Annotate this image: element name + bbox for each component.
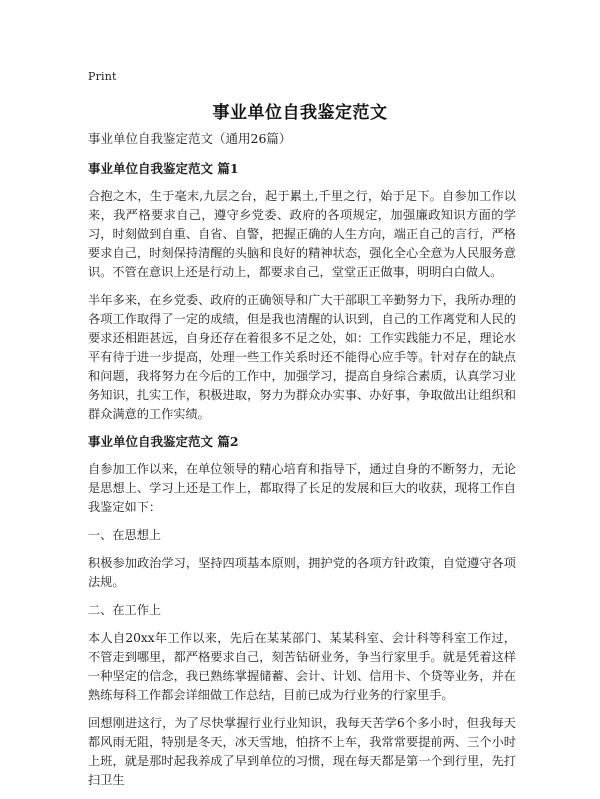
paragraph: 合抱之木，生于毫末,九层之台，起于累土,千里之行，始于足下。自参加工作以来，我严格要求自己，遵守乡党委、政府的各项规定，加强廉政知识方面的学习，时刻做到自重、自省、自警，把握正确的人生方向，端正自己的言行，严格要求自己，时刻保持清醒的头脑和良好的精神状态，强化全心全意为人民服务意识。不管在意识上还是行动上，都要求自己，堂堂正正做事，明明白白做人。 (88, 189, 516, 279)
paragraph: 积极参加政治学习，坚持四项基本原则，拥护党的各项方针政策，自觉遵守各项法规。 (88, 556, 516, 589)
section-1 (88, 160, 516, 424)
section-heading: 事业单位自我鉴定范文 篇2 (88, 434, 239, 449)
section-2 (88, 433, 516, 790)
paragraph: 本人自20xx年工作以来，先后在某某部门、某某科室、会计科等科室工作过，不管走到哪里，都严格要求自己，刻苦钻研业务，争当行家里手。就是凭着这样一种坚定的信念，我已熟练掌握储蓄、会计、计划、信用卡、个贷等业务，并在熟练每科工作都会详细做工作总结，目前已成为行业务的行家里手。 (88, 631, 516, 702)
document-subtitle: 事业单位自我鉴定范文（通用26篇） (88, 131, 292, 146)
paragraph: 半年多来，在乡党委、政府的正确领导和广大干部职工辛勤努力下，我所办理的各项工作取得了一定的成绩，但是我也清醒的认识到，自己的工作离党和人民的要求还相距甚远，自身还存在着很多不足之处，如：工作实践能力不足，理论水平有待于进一步提高，处理一些工作关系时还不能得心应手等。针对存在的缺点和问题，我将努力在今后的工作中，加强学习，提高自身综合素质，认真学习业务知识，扎实工作，积极进取，努力为群众办实事、办好事，争取做出让组织和群众满意的工作实绩。 (88, 293, 516, 421)
section-heading: 事业单位自我鉴定范文 篇1 (88, 161, 239, 176)
paragraph: 自参加工作以来，在单位领导的精心培育和指导下，通过自身的不断努力，无论是思想上、学习上还是工作上，都取得了长足的发展和巨大的收获，现将工作自我鉴定如下： (88, 462, 516, 514)
subsection-heading: 二、在工作上 (88, 603, 162, 617)
print-label[interactable]: Print (88, 70, 117, 83)
subsection-heading: 一、在思想上 (88, 528, 162, 542)
paragraph: 回想刚进这行，为了尽快掌握行业行业知识，我每天苦学6个多小时，但我每天都风雨无阻，特别是冬天，冰天雪地，怕挤不上车，我常常要提前两、三个小时上班，就是那时起我养成了早到单位的习惯，现在每天都是第一个到行里，先打扫卫生 (88, 716, 516, 787)
document-title: 事业单位自我鉴定范文 (212, 103, 388, 123)
document-body (88, 130, 516, 799)
